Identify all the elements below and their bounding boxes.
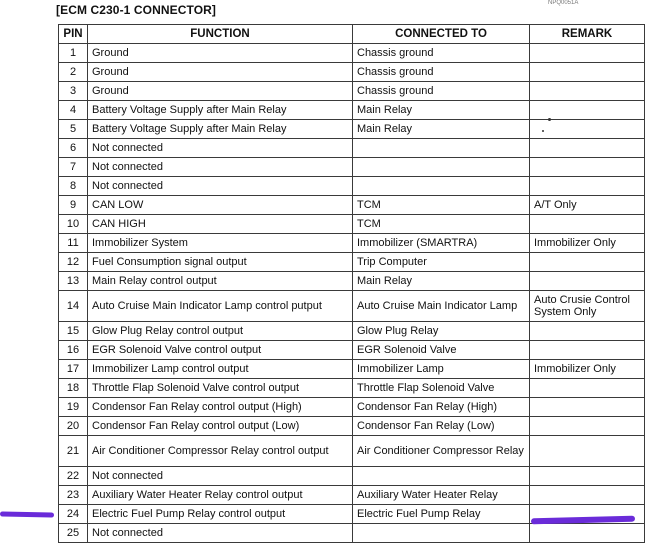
pin-connected-to bbox=[353, 158, 530, 177]
pin-remark bbox=[530, 82, 645, 101]
pin-remark bbox=[530, 417, 645, 436]
table-row bbox=[59, 101, 645, 120]
pin-number: 25 bbox=[59, 524, 88, 543]
pin-number: 17 bbox=[59, 360, 88, 379]
pin-number: 14 bbox=[59, 291, 88, 322]
table-row bbox=[59, 253, 645, 272]
pin-number: 7 bbox=[59, 158, 88, 177]
table-row bbox=[59, 398, 645, 417]
pin-function: Battery Voltage Supply after Main Relay bbox=[88, 120, 353, 139]
pin-function: Condensor Fan Relay control output (High) bbox=[88, 398, 353, 417]
pin-number: 5 bbox=[59, 120, 88, 139]
pin-connected-to: Condensor Fan Relay (High) bbox=[353, 398, 530, 417]
pin-remark bbox=[530, 253, 645, 272]
pin-connected-to: TCM bbox=[353, 196, 530, 215]
pin-function: Not connected bbox=[88, 524, 353, 543]
pin-function: Not connected bbox=[88, 177, 353, 196]
pin-remark bbox=[530, 120, 645, 139]
pin-connected-to: Electric Fuel Pump Relay bbox=[353, 505, 530, 524]
pin-function: Ground bbox=[88, 82, 353, 101]
pin-remark bbox=[530, 467, 645, 486]
pin-remark: Immobilizer Only bbox=[530, 234, 645, 253]
pin-connected-to: Main Relay bbox=[353, 101, 530, 120]
pin-number: 4 bbox=[59, 101, 88, 120]
pin-function: Fuel Consumption signal output bbox=[88, 253, 353, 272]
pin-remark bbox=[530, 63, 645, 82]
pin-connected-to: TCM bbox=[353, 215, 530, 234]
pin-connected-to: Throttle Flap Solenoid Valve bbox=[353, 379, 530, 398]
pin-connected-to: Chassis ground bbox=[353, 82, 530, 101]
pin-remark bbox=[530, 524, 645, 543]
pin-function: Main Relay control output bbox=[88, 272, 353, 291]
pin-connected-to: Trip Computer bbox=[353, 253, 530, 272]
pin-function: Throttle Flap Solenoid Valve control output bbox=[88, 379, 353, 398]
pin-remark bbox=[530, 44, 645, 63]
pin-number: 21 bbox=[59, 436, 88, 467]
header-connected-to: CONNECTED TO bbox=[353, 25, 530, 44]
pin-number: 11 bbox=[59, 234, 88, 253]
pin-number: 16 bbox=[59, 341, 88, 360]
scan-speck bbox=[542, 130, 544, 132]
pin-function: Not connected bbox=[88, 139, 353, 158]
pin-number: 15 bbox=[59, 322, 88, 341]
table-row bbox=[59, 215, 645, 234]
table-row bbox=[59, 341, 645, 360]
pin-remark bbox=[530, 139, 645, 158]
table-row bbox=[59, 379, 645, 398]
pin-connected-to: Immobilizer Lamp bbox=[353, 360, 530, 379]
pin-number: 6 bbox=[59, 139, 88, 158]
pin-number: 1 bbox=[59, 44, 88, 63]
pin-remark bbox=[530, 436, 645, 467]
table-row bbox=[59, 524, 645, 543]
pin-function: Glow Plug Relay control output bbox=[88, 322, 353, 341]
connector-pin-table bbox=[58, 24, 645, 543]
pin-remark bbox=[530, 101, 645, 120]
pin-function: Auxiliary Water Heater Relay control output bbox=[88, 486, 353, 505]
pin-connected-to bbox=[353, 524, 530, 543]
header-pin: PIN bbox=[59, 25, 88, 44]
pin-remark bbox=[530, 398, 645, 417]
pin-remark: Auto Crusie Control System Only bbox=[530, 291, 645, 322]
pin-remark: Immobilizer Only bbox=[530, 360, 645, 379]
pin-number: 2 bbox=[59, 63, 88, 82]
scan-speck bbox=[548, 118, 551, 121]
table-header-row bbox=[59, 25, 645, 44]
pin-connected-to: Auxiliary Water Heater Relay bbox=[353, 486, 530, 505]
pin-number: 13 bbox=[59, 272, 88, 291]
table-row bbox=[59, 436, 645, 467]
pin-connected-to: Main Relay bbox=[353, 272, 530, 291]
table-row bbox=[59, 120, 645, 139]
pin-connected-to: Condensor Fan Relay (Low) bbox=[353, 417, 530, 436]
pin-connected-to: Main Relay bbox=[353, 120, 530, 139]
pin-function: CAN HIGH bbox=[88, 215, 353, 234]
pin-number: 20 bbox=[59, 417, 88, 436]
pin-number: 3 bbox=[59, 82, 88, 101]
pin-function: Air Conditioner Compressor Relay control output bbox=[88, 436, 353, 467]
pin-connected-to bbox=[353, 139, 530, 158]
pin-function: Immobilizer Lamp control output bbox=[88, 360, 353, 379]
table-row bbox=[59, 158, 645, 177]
pin-connected-to bbox=[353, 467, 530, 486]
corner-mark: NPQ0051A bbox=[548, 0, 579, 6]
table-row bbox=[59, 139, 645, 158]
pin-connected-to: Auto Cruise Main Indicator Lamp bbox=[353, 291, 530, 322]
pin-function: Immobilizer System bbox=[88, 234, 353, 253]
header-function: FUNCTION bbox=[88, 25, 353, 44]
table-row bbox=[59, 272, 645, 291]
pin-function: CAN LOW bbox=[88, 196, 353, 215]
pin-connected-to: EGR Solenoid Valve bbox=[353, 341, 530, 360]
pin-function: Battery Voltage Supply after Main Relay bbox=[88, 101, 353, 120]
pin-connected-to: Air Conditioner Compressor Relay bbox=[353, 436, 530, 467]
pin-connected-to: Glow Plug Relay bbox=[353, 322, 530, 341]
table-row bbox=[59, 291, 645, 322]
pin-function: Electric Fuel Pump Relay control output bbox=[88, 505, 353, 524]
pin-function: Ground bbox=[88, 44, 353, 63]
pin-number: 22 bbox=[59, 467, 88, 486]
pin-function: Not connected bbox=[88, 158, 353, 177]
table-row bbox=[59, 467, 645, 486]
table-row bbox=[59, 234, 645, 253]
table-row bbox=[59, 82, 645, 101]
pin-connected-to: Chassis ground bbox=[353, 63, 530, 82]
document-title: [ECM C230-1 CONNECTOR] bbox=[56, 3, 216, 17]
pin-function: EGR Solenoid Valve control output bbox=[88, 341, 353, 360]
table-row bbox=[59, 417, 645, 436]
pin-function: Auto Cruise Main Indicator Lamp control putput bbox=[88, 291, 353, 322]
table-row bbox=[59, 63, 645, 82]
pin-function: Not connected bbox=[88, 467, 353, 486]
pin-remark bbox=[530, 486, 645, 505]
pin-connected-to: Chassis ground bbox=[353, 44, 530, 63]
table-row bbox=[59, 177, 645, 196]
pin-remark: A/T Only bbox=[530, 196, 645, 215]
pin-remark bbox=[530, 158, 645, 177]
pin-remark bbox=[530, 379, 645, 398]
pin-number: 8 bbox=[59, 177, 88, 196]
pin-number: 23 bbox=[59, 486, 88, 505]
pin-function: Condensor Fan Relay control output (Low) bbox=[88, 417, 353, 436]
pin-remark bbox=[530, 215, 645, 234]
table-row bbox=[59, 360, 645, 379]
pin-connected-to bbox=[353, 177, 530, 196]
table-row bbox=[59, 322, 645, 341]
table-row bbox=[59, 44, 645, 63]
pin-connected-to: Immobilizer (SMARTRA) bbox=[353, 234, 530, 253]
pin-number: 10 bbox=[59, 215, 88, 234]
table-row bbox=[59, 486, 645, 505]
pin-number: 24 bbox=[59, 505, 88, 524]
pin-function: Ground bbox=[88, 63, 353, 82]
pin-remark bbox=[530, 341, 645, 360]
pin-number: 9 bbox=[59, 196, 88, 215]
pin-remark bbox=[530, 322, 645, 341]
pin-number: 19 bbox=[59, 398, 88, 417]
header-remark: REMARK bbox=[530, 25, 645, 44]
pin-number: 18 bbox=[59, 379, 88, 398]
table-row bbox=[59, 196, 645, 215]
pin-number: 12 bbox=[59, 253, 88, 272]
highlight-mark-left bbox=[0, 511, 54, 517]
pin-remark bbox=[530, 177, 645, 196]
pin-remark bbox=[530, 272, 645, 291]
